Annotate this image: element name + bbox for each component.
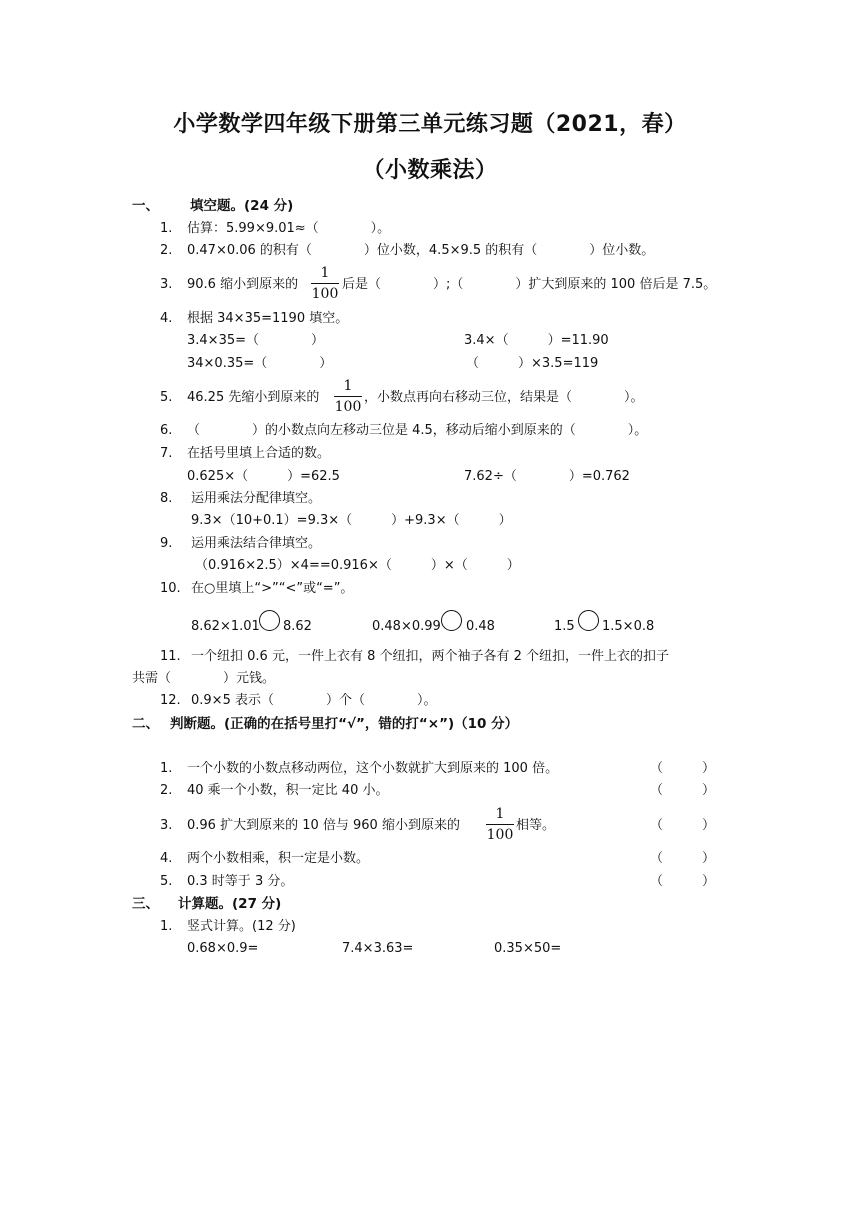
s1-q11-line1: 一个纽扣 0.6 元，一件上衣有 8 个纽扣，两个袖子各有 2 个纽扣，一件上衣的扣子 [191, 649, 670, 664]
s1-q9-number: 9. [160, 536, 173, 551]
fraction-denominator: 100 [334, 399, 362, 415]
s3-q1-number: 1. [160, 919, 173, 934]
s1-q3-number: 3. [160, 277, 173, 292]
s1-q4-c: 34×0.35=（ ） [187, 356, 333, 371]
fraction-bar [334, 396, 362, 397]
section1-number: 一、 [132, 198, 159, 214]
s1-q4-b: 3.4×（ ）=11.90 [464, 333, 609, 348]
s1-q10-c-left: 1.5 [554, 619, 575, 634]
s1-q7-text: 在括号里填上合适的数。 [187, 446, 331, 461]
s1-q8-text: 运用乘法分配律填空。 [191, 491, 322, 506]
worksheet-subtitle: （小数乘法） [362, 158, 498, 183]
s1-q9-a: （0.916×2.5）×4==0.916×（ ）×（ ） [195, 558, 520, 573]
s1-q7-a: 0.625×（ ）=62.5 [187, 469, 340, 484]
s2-q3-fraction [486, 805, 514, 844]
s1-q10-b-right: 0.48 [466, 619, 495, 634]
s1-q11-line2: 共需（ ）元钱。 [132, 671, 276, 686]
s2-q1-number: 1. [160, 761, 173, 776]
section3-number: 三、 [132, 896, 159, 912]
fraction-numerator: 1 [495, 806, 505, 822]
s2-q1-text: 一个小数的小数点移动两位，这个小数就扩大到原来的 100 倍。 [187, 761, 559, 776]
s2-q2-number: 2. [160, 783, 173, 798]
s1-q8-a: 9.3×（10+0.1）=9.3×（ ）+9.3×（ ） [191, 513, 512, 528]
s2-q3-post: 相等。 [516, 818, 556, 833]
s3-q1-b: 7.4×3.63= [342, 941, 414, 956]
s1-q10-b-left: 0.48×0.99 [372, 619, 441, 634]
worksheet-title: 小学数学四年级下册第三单元练习题（2021，春） [173, 112, 687, 137]
s2-q5-number: 5. [160, 874, 173, 889]
fraction-numerator: 1 [343, 378, 353, 394]
s1-q4-number: 4. [160, 311, 173, 326]
compare-circle-c[interactable] [578, 610, 599, 631]
s1-q11-number: 11. [160, 649, 181, 664]
section2-heading: 判断题。(正确的在括号里打“√”，错的打“×”)（10 分） [170, 716, 519, 732]
s1-q7-number: 7. [160, 446, 173, 461]
s1-q3-fraction [311, 264, 339, 303]
s1-q4-a: 3.4×35=（ ） [187, 333, 325, 348]
s1-q10-c-right: 1.5×0.8 [602, 619, 655, 634]
s1-q5-fraction [334, 377, 362, 416]
s2-q4-answer-paren[interactable]: （ ） [650, 851, 716, 866]
s2-q3-answer-paren[interactable]: （ ） [650, 818, 716, 833]
s1-q10-text: 在○里填上“>”“<”或“=”。 [191, 581, 354, 596]
s2-q5-text: 0.3 时等于 3 分。 [187, 874, 294, 889]
s1-q4-text: 根据 34×35=1190 填空。 [187, 311, 349, 326]
s2-q2-text: 40 乘一个小数，积一定比 40 小。 [187, 783, 389, 798]
s1-q1-number: 1. [160, 221, 173, 236]
s1-q12-text: 0.9×5 表示（ ）个（ ）。 [191, 693, 437, 708]
s1-q10-a-left: 8.62×1.01 [191, 619, 260, 634]
s2-q3-pre: 0.96 扩大到原来的 10 倍与 960 缩小到原来的 [187, 818, 460, 833]
s1-q6-number: 6. [160, 423, 173, 438]
s1-q10-number: 10. [160, 581, 181, 596]
s1-q3-pre: 90.6 缩小到原来的 [187, 277, 299, 292]
s3-q1-c: 0.35×50= [494, 941, 562, 956]
section1-heading: 填空题。(24 分) [190, 198, 294, 214]
s1-q5-number: 5. [160, 390, 173, 405]
s1-q2-text: 0.47×0.06 的积有（ ）位小数，4.5×9.5 的积有（ ）位小数。 [187, 243, 655, 258]
s1-q1-text: 估算：5.99×9.01≈（ ）。 [187, 221, 391, 236]
s1-q10-a-right: 8.62 [283, 619, 312, 634]
s1-q12-number: 12. [160, 693, 181, 708]
s1-q4-d: （ ）×3.5=119 [466, 356, 599, 371]
s1-q8-number: 8. [160, 491, 173, 506]
fraction-denominator: 100 [486, 827, 514, 843]
fraction-denominator: 100 [311, 286, 339, 302]
s2-q3-number: 3. [160, 818, 173, 833]
fraction-bar [311, 283, 339, 284]
compare-circle-a[interactable] [259, 610, 280, 631]
s2-q1-answer-paren[interactable]: （ ） [650, 761, 716, 776]
s2-q2-answer-paren[interactable]: （ ） [650, 783, 716, 798]
fraction-bar [486, 824, 514, 825]
s2-q4-number: 4. [160, 851, 173, 866]
s1-q5-post: ，小数点再向右移动三位，结果是（ ）。 [364, 390, 644, 405]
s1-q2-number: 2. [160, 243, 173, 258]
section3-heading: 计算题。(27 分) [178, 896, 282, 912]
s1-q9-text: 运用乘法结合律填空。 [191, 536, 322, 551]
fraction-numerator: 1 [320, 265, 330, 281]
s3-q1-text: 竖式计算。(12 分) [187, 919, 296, 934]
s2-q4-text: 两个小数相乘，积一定是小数。 [187, 851, 370, 866]
s2-q5-answer-paren[interactable]: （ ） [650, 874, 716, 889]
s1-q5-pre: 46.25 先缩小到原来的 [187, 390, 320, 405]
compare-circle-b[interactable] [441, 610, 462, 631]
s3-q1-a: 0.68×0.9= [187, 941, 259, 956]
s1-q6-text: （ ）的小数点向左移动三位是 4.5，移动后缩小到原来的（ ）。 [187, 423, 648, 438]
section2-number: 二、 [132, 716, 159, 732]
s1-q7-b: 7.62÷（ ）=0.762 [464, 469, 630, 484]
s1-q3-post: 后是（ ）;（ ）扩大到原来的 100 倍后是 7.5。 [342, 277, 717, 292]
